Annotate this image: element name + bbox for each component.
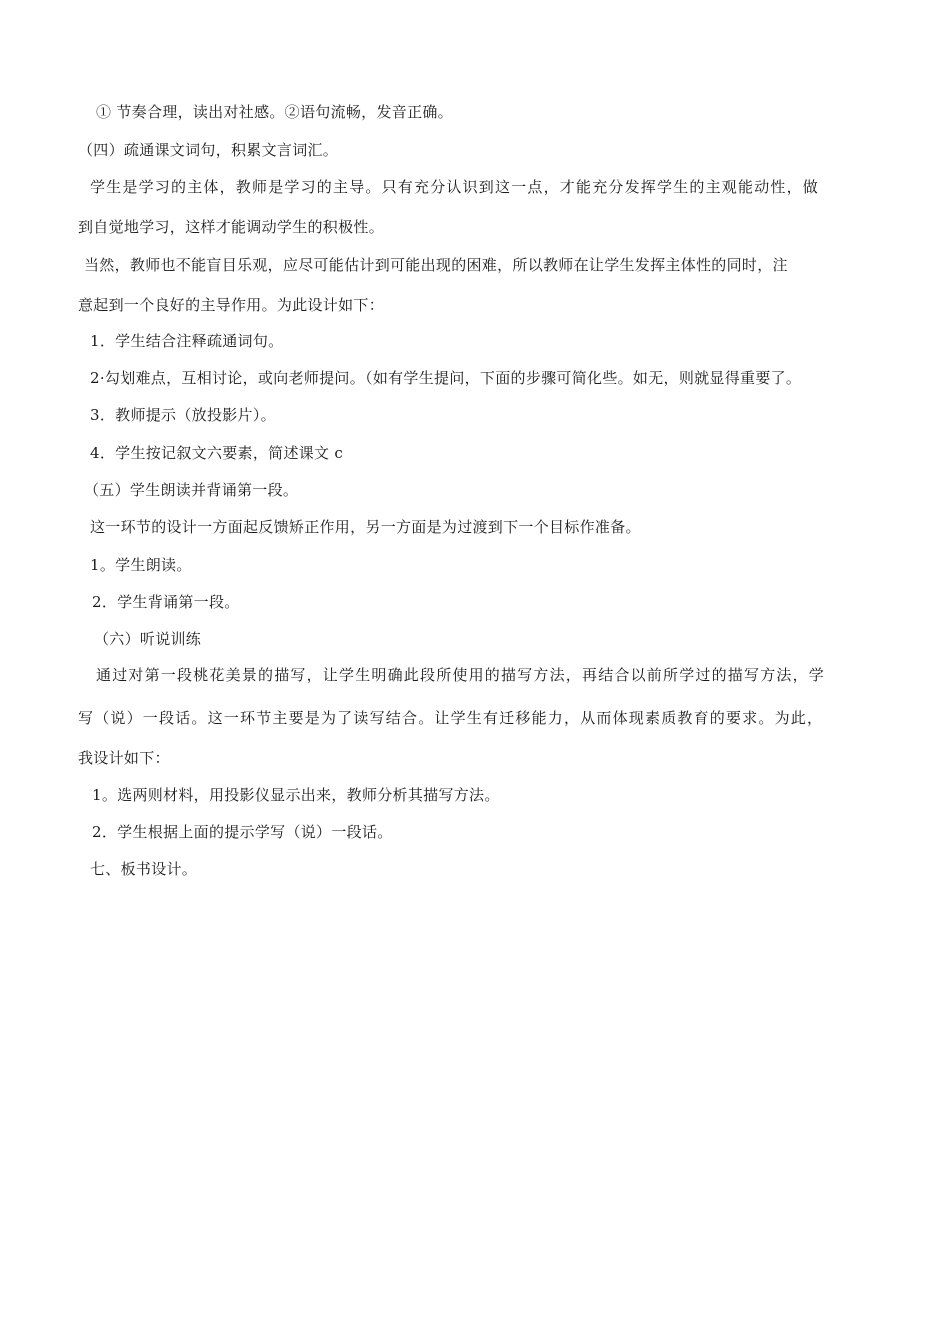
list-item: 3．教师提示（放投影片）。 — [90, 406, 276, 424]
list-item: 2·勾划难点，互相讨论，或向老师提问。（如有学生提问，下面的步骤可简化些。如无，则就显得重要了。 — [90, 369, 802, 387]
list-item: 1．学生结合注释疏通词句。 — [90, 332, 284, 350]
paragraph-line: 通过对第一段桃花美景的描写，让学生明确此段所使用的描写方法，再结合以前所学过的描写方法，学 — [96, 666, 826, 684]
paragraph-line: 写（说）一段话。这一环节主要是为了读写结合。让学生有迁移能力，从而体现素质教育的要求。为此， — [78, 709, 824, 727]
paragraph-line: 意起到一个良好的主导作用。为此设计如下： — [78, 296, 385, 314]
paragraph-line: 学生是学习的主体，教师是学习的主导。只有充分认识到这一点，才能充分发挥学生的主观能动性，做 — [90, 178, 820, 196]
list-item: 1。选两则材料，用投影仪显示出来，教师分析其描写方法。 — [92, 786, 500, 804]
paragraph-line: 这一环节的设计一方面起反馈矫正作用，另一方面是为过渡到下一个目标作准备。 — [90, 518, 641, 536]
paragraph-line: ① 节奏合理，读出对社感。②语句流畅，发音正确。 — [96, 103, 453, 121]
section-heading: （六）听说训练 — [94, 630, 202, 648]
list-item: 4．学生按记叙文六要素，简述课文 c — [90, 444, 344, 462]
paragraph-line: 到自觉地学习，这样才能调动学生的积极性。 — [78, 218, 385, 236]
list-item: 2．学生根据上面的提示学写（说）一段话。 — [92, 823, 393, 841]
list-item: 1。学生朗读。 — [90, 556, 192, 574]
section-heading: 七、板书设计。 — [90, 860, 198, 878]
section-heading: （五）学生朗读并背诵第一段。 — [84, 481, 299, 499]
paragraph-line: 我设计如下： — [78, 749, 170, 767]
paragraph-line: 当然，教师也不能盲目乐观，应尽可能估计到可能出现的困难，所以教师在让学生发挥主体性的同时，注 — [84, 256, 788, 274]
section-heading: （四）疏通课文词句，积累文言词汇。 — [78, 141, 339, 159]
list-item: 2．学生背诵第一段。 — [92, 593, 240, 611]
